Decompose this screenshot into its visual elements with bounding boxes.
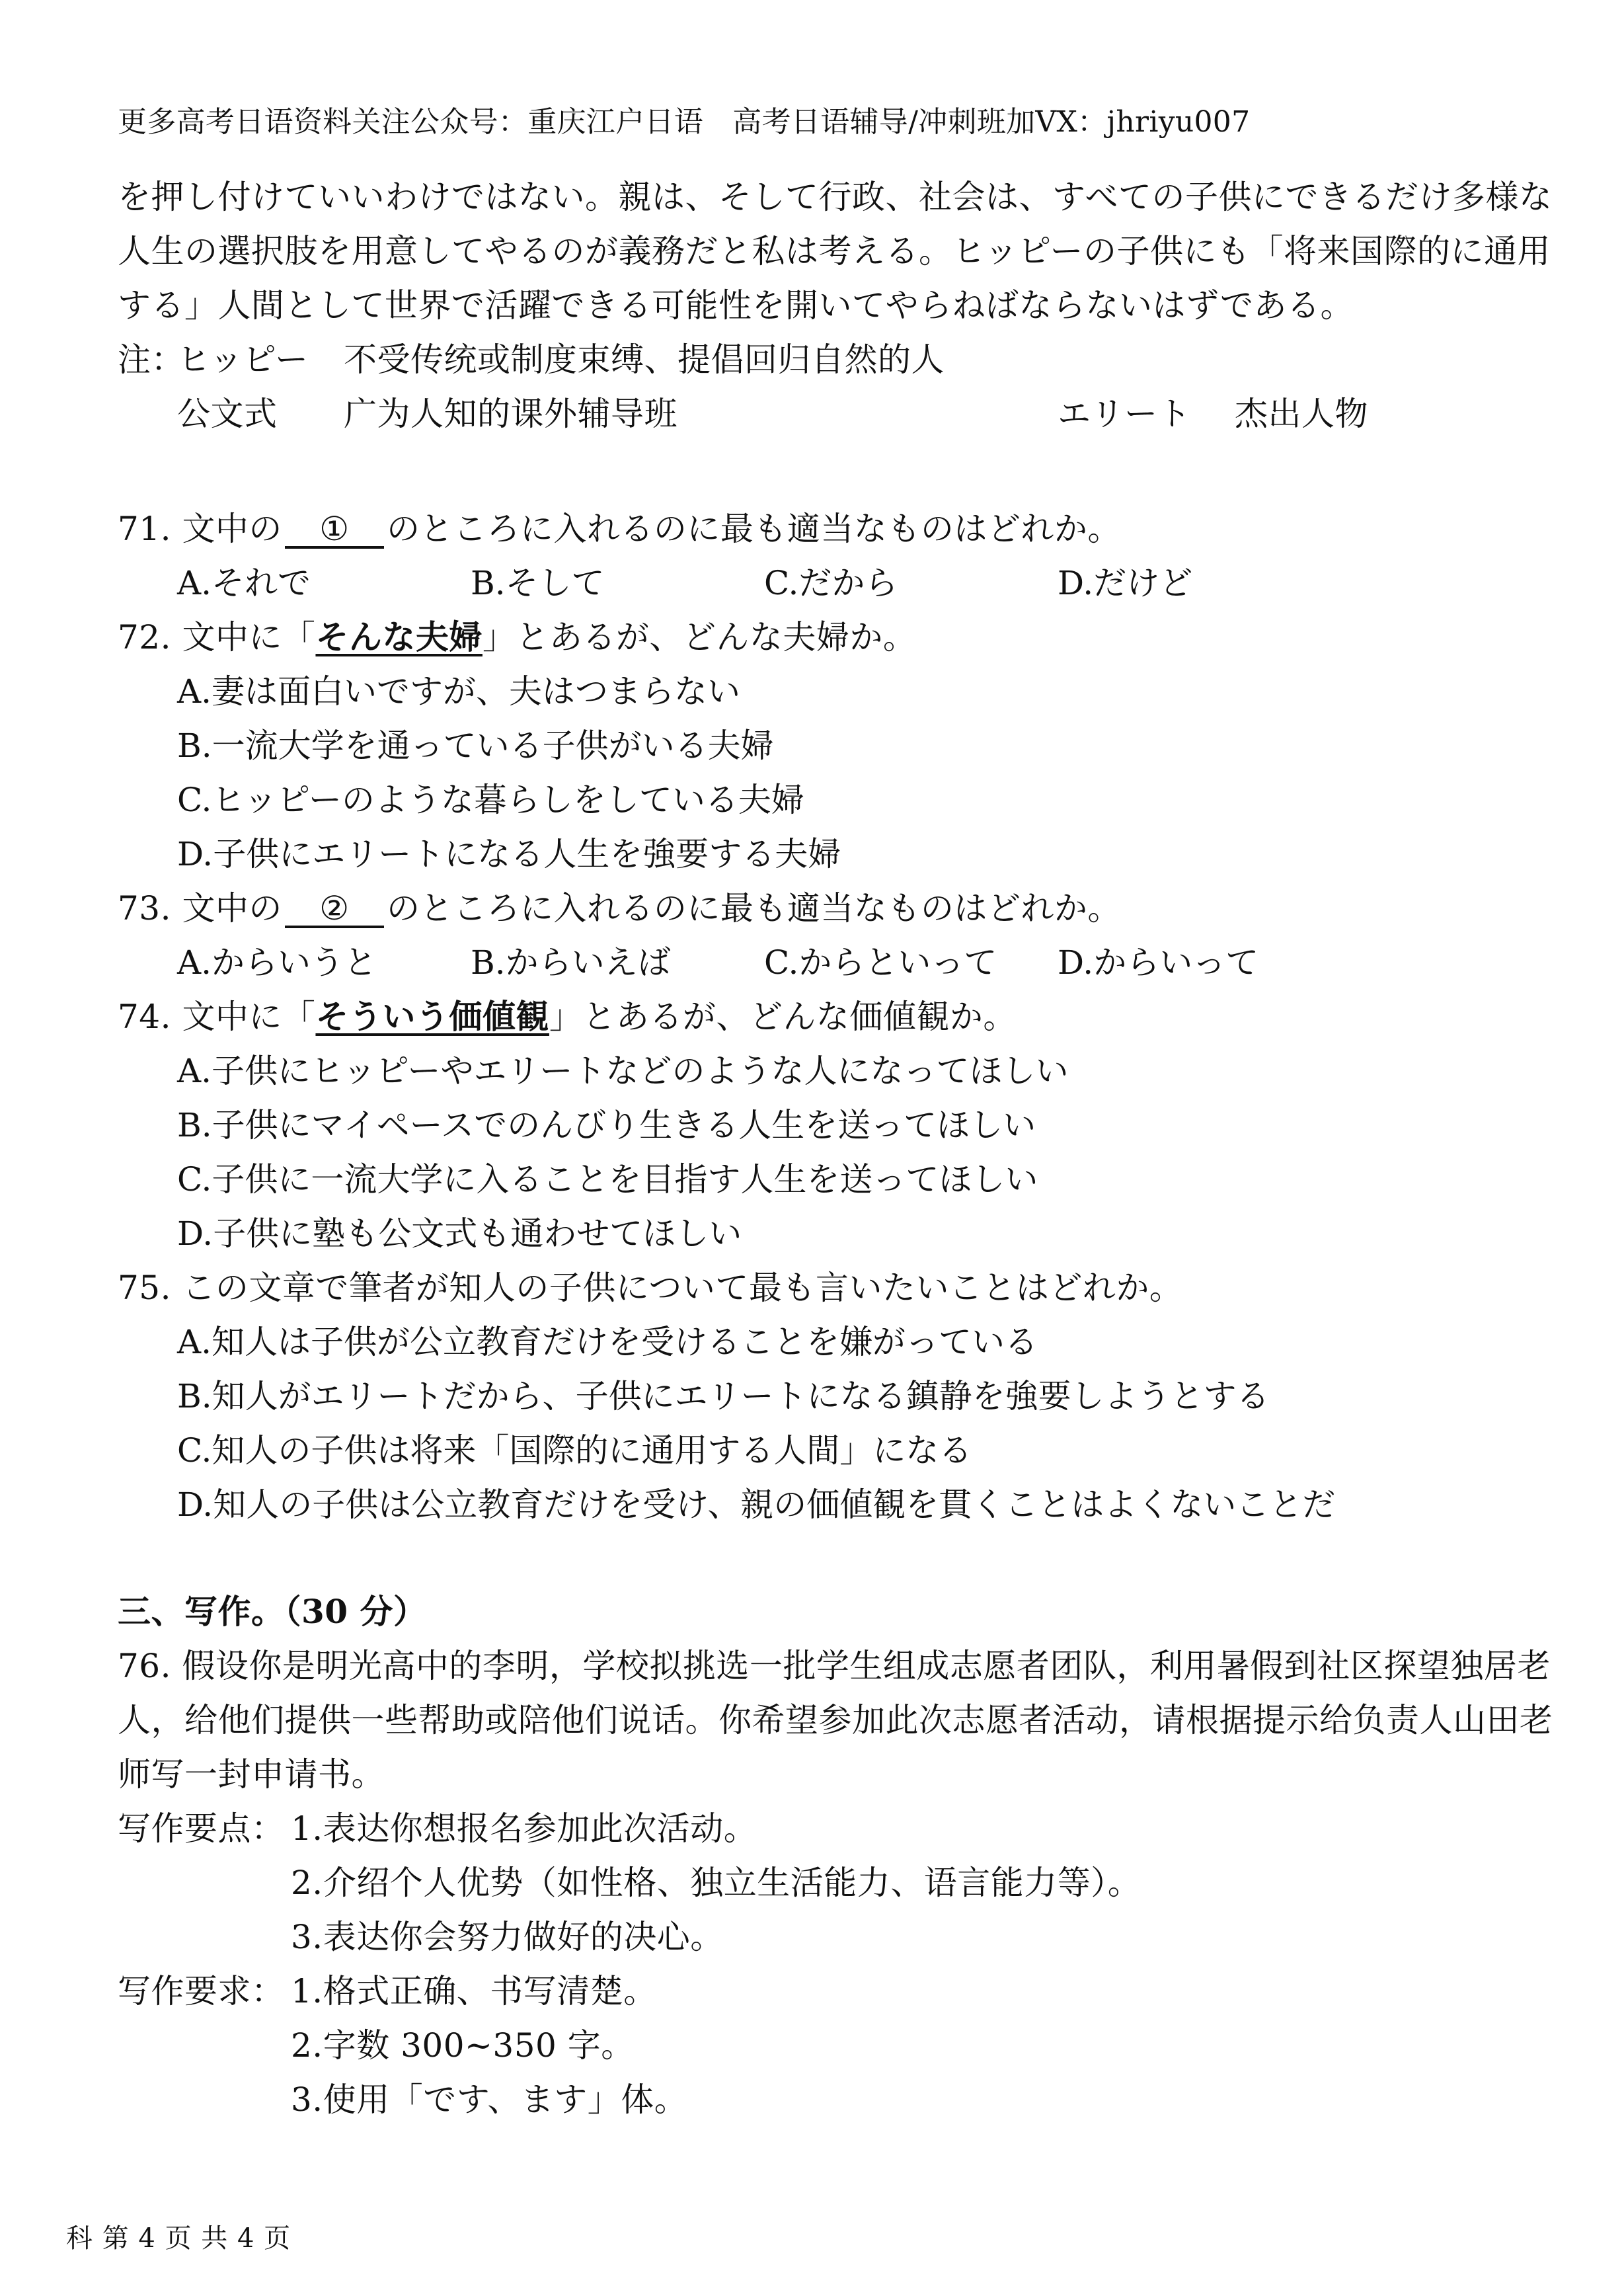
writing-requirements-label: 写作要求： bbox=[118, 1972, 285, 2010]
writing-points-label: 写作要点： bbox=[118, 1809, 285, 1848]
question-text: この文章で筆者が知人の子供について最も言いたいことはどれか。 bbox=[182, 1269, 1183, 1307]
q75-option-c: C.知人の子供は将来「国際的に通用する人間」になる bbox=[177, 1431, 972, 1470]
writing-point-1: 1.表达你想报名参加此次活动。 bbox=[291, 1809, 757, 1848]
q73-option-d: D.からいって bbox=[1058, 943, 1259, 982]
question-text-pre: 文中の bbox=[182, 889, 282, 928]
question-number: 73. bbox=[118, 889, 172, 928]
question-75 bbox=[118, 1268, 1182, 1308]
q75-option-a: A.知人は子供が公立教育だけを受けることを嫌がっている bbox=[177, 1323, 1038, 1361]
question-71 bbox=[118, 509, 1121, 549]
q74-option-c: C.子供に一流大学に入ることを目指す人生を送ってほしい bbox=[177, 1160, 1038, 1199]
q73-option-a: A.からいうと bbox=[177, 943, 377, 982]
q75-option-b: B.知人がエリートだから、子供にエリートになる鎮静を強要しようとする bbox=[177, 1377, 1270, 1415]
question-text-post: のところに入れるのに最も適当なものはどれか。 bbox=[386, 889, 1121, 928]
blank-2: ② bbox=[285, 891, 384, 928]
q76-line-1: 76. 假设你是明光高中的李明，学校拟挑选一批学生组成志愿者团队，利用暑假到社区探望独居老 bbox=[118, 1647, 1551, 1685]
q73-option-c: C.からといって bbox=[764, 943, 997, 982]
q72-option-b: B.一流大学を通っている子供がいる夫婦 bbox=[177, 727, 774, 765]
passage-line-2: 人生の選択肢を用意してやるのが義務だと私は考える。ヒッピーの子供にも「将来国際的に通用 bbox=[118, 232, 1551, 270]
q71-option-a: A.それで bbox=[177, 564, 311, 602]
note-term-kumon: 公文式 bbox=[177, 395, 278, 433]
question-text-pre: 文中の bbox=[182, 510, 282, 548]
writing-requirement-2: 2.字数 300~350 字。 bbox=[291, 2026, 635, 2065]
passage-line-1: を押し付けていいわけではない。親は、そして行政、社会は、すべての子供にできるだけ多様な bbox=[118, 178, 1553, 216]
writing-requirement-3: 3.使用「です、ます」体。 bbox=[291, 2080, 688, 2119]
page-header: 更多高考日语资料关注公众号：重庆江户日语 高考日语辅导/冲刺班加VX：jhriyu007 bbox=[118, 105, 1251, 139]
underlined-phrase: そういう価値観 bbox=[315, 997, 549, 1036]
note-meaning-hippie: 不受传统或制度束缚、提倡回归自然的人 bbox=[344, 340, 945, 379]
q71-option-b: B.そして bbox=[471, 564, 605, 602]
question-number: 74. bbox=[118, 998, 172, 1036]
question-number: 71. bbox=[118, 510, 172, 548]
note-prefix: 注： bbox=[118, 340, 184, 379]
blank-1: ① bbox=[285, 512, 384, 549]
note-term-elite: エリート bbox=[1058, 395, 1191, 433]
q76-line-3: 师写一封申请书。 bbox=[118, 1755, 385, 1794]
question-text-post: のところに入れるのに最も適当なものはどれか。 bbox=[386, 510, 1121, 548]
note-term-hippie: ヒッピー bbox=[177, 340, 309, 379]
note-meaning-kumon: 广为人知的课外辅导班 bbox=[344, 395, 677, 433]
question-text-pre: 文中に「 bbox=[182, 618, 316, 656]
q76-line-2: 人，给他们提供一些帮助或陪他们说话。你希望参加此次志愿者活动，请根据提示给负责人山田老 bbox=[118, 1701, 1553, 1739]
question-text-pre: 文中に「 bbox=[182, 998, 316, 1036]
writing-point-3: 3.表达你会努力做好的决心。 bbox=[291, 1918, 724, 1956]
section-title-writing: 三、写作。（30 分） bbox=[118, 1592, 427, 1631]
q72-option-a: A.妻は面白いですが、夫はつまらない bbox=[177, 672, 741, 711]
question-text-post: 」とあるが、どんな価値観か。 bbox=[549, 998, 1017, 1036]
question-72 bbox=[118, 617, 916, 657]
q71-option-c: C.だから bbox=[764, 564, 898, 602]
q74-option-a: A.子供にヒッピーやエリートなどのような人になってほしい bbox=[177, 1052, 1069, 1090]
question-number: 72. bbox=[118, 618, 172, 656]
passage-line-3: する」人間として世界で活躍できる可能性を開いてやらねばならないはずである。 bbox=[118, 286, 1354, 325]
writing-requirement-1: 1.格式正确、书写清楚。 bbox=[291, 1972, 657, 2010]
q74-option-b: B.子供にマイペースでのんびり生きる人生を送ってほしい bbox=[177, 1106, 1036, 1144]
q72-option-d: D.子供にエリートになる人生を強要する夫婦 bbox=[177, 835, 841, 873]
q74-option-d: D.子供に塾も公文式も通わせてほしい bbox=[177, 1214, 742, 1253]
q75-option-d: D.知人の子供は公立教育だけを受け、親の価値観を貫くことはよくないことだ bbox=[177, 1485, 1336, 1524]
underlined-phrase: そんな夫婦 bbox=[315, 617, 483, 656]
q73-option-b: B.からいえば bbox=[471, 943, 671, 982]
question-73 bbox=[118, 889, 1121, 928]
question-text-post: 」とあるが、どんな夫婦か。 bbox=[482, 618, 917, 656]
question-74 bbox=[118, 997, 1017, 1037]
question-number: 75. bbox=[118, 1269, 172, 1307]
note-meaning-elite: 杰出人物 bbox=[1235, 395, 1368, 433]
q72-option-c: C.ヒッピーのような暮らしをしている夫婦 bbox=[177, 781, 804, 819]
q71-option-d: D.だけど bbox=[1058, 564, 1193, 602]
writing-point-2: 2.介绍个人优势（如性格、独立生活能力、语言能力等）。 bbox=[291, 1864, 1141, 1902]
page-footer: 科 第 4 页 共 4 页 bbox=[66, 2223, 291, 2254]
